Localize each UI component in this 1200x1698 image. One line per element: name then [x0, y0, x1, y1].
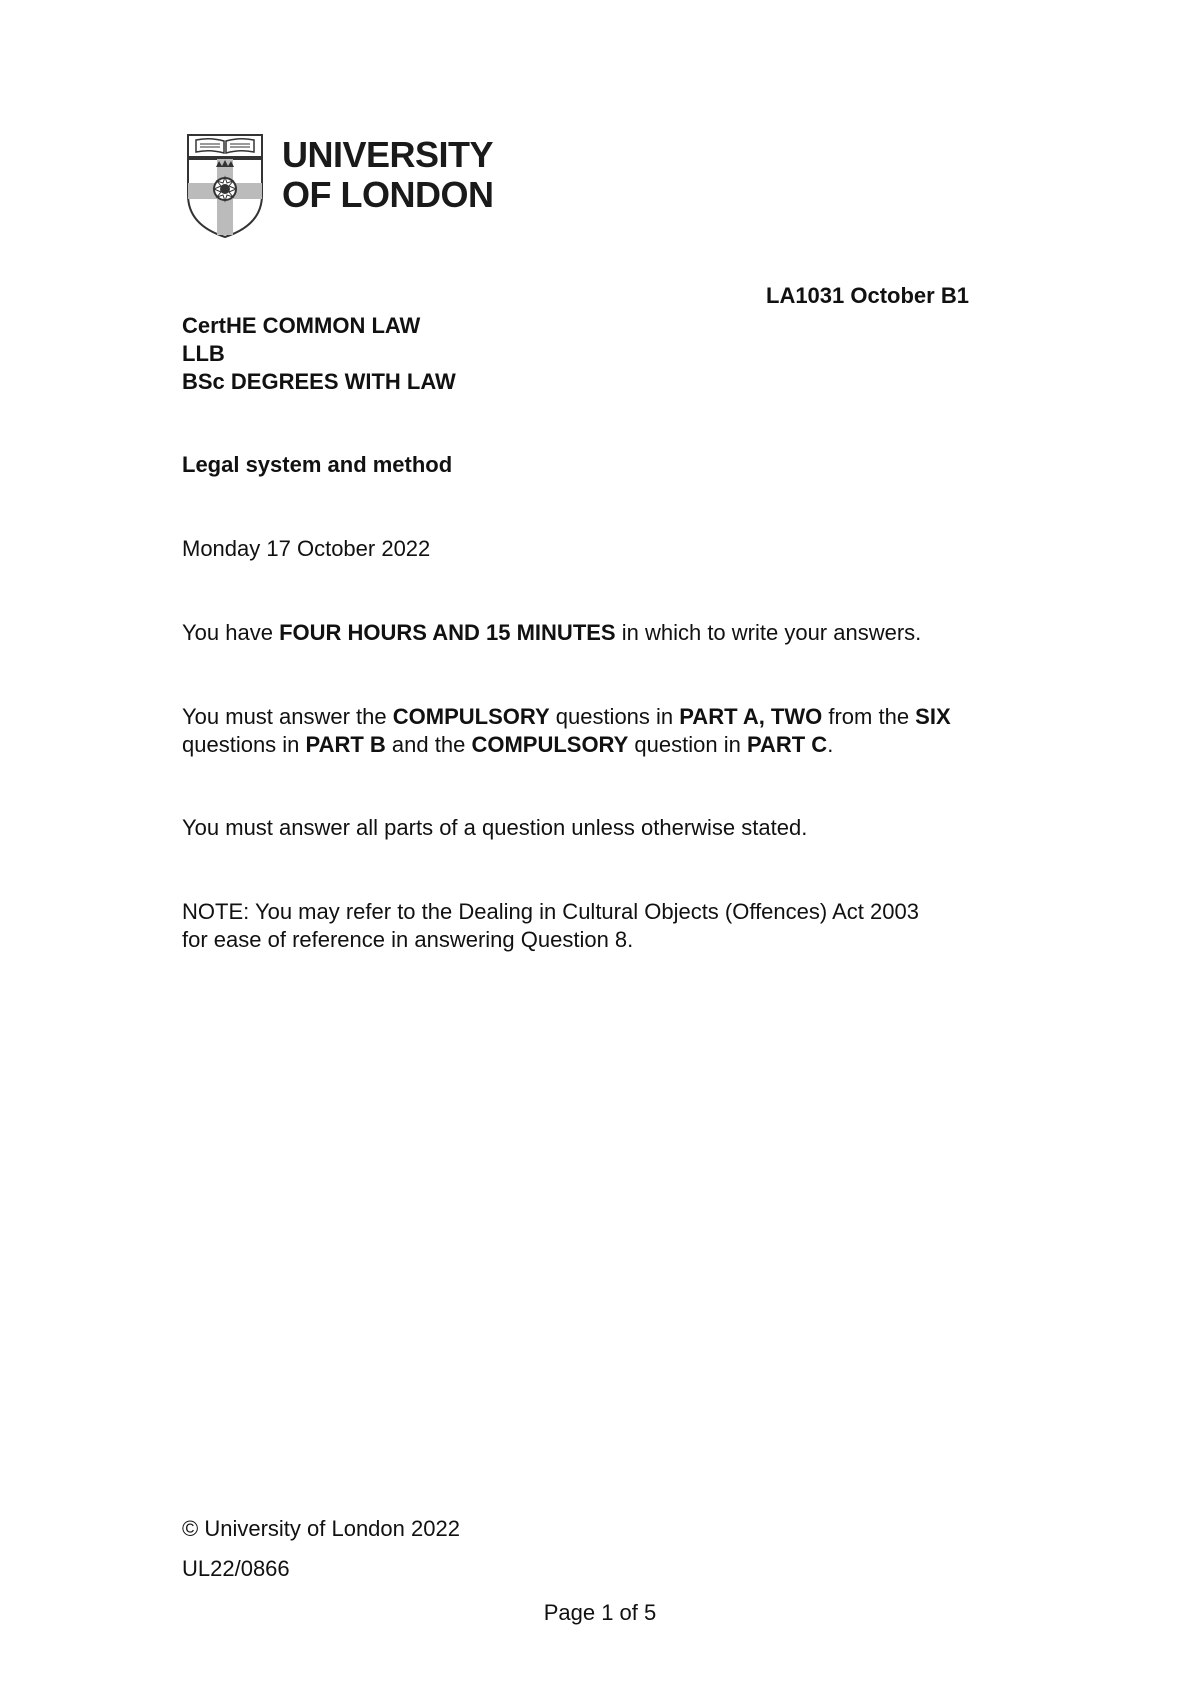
- logo-wordmark: [282, 135, 493, 215]
- time-instruction: [182, 620, 921, 646]
- text-segment: from the: [822, 704, 916, 729]
- programme-1: CertHE COMMON LAW: [182, 313, 421, 338]
- copyright-notice: © University of London 2022: [182, 1516, 460, 1541]
- text-segment: .: [827, 732, 834, 757]
- exam-date: Monday 17 October 2022: [182, 536, 431, 561]
- text-segment: in which to write your answers.: [615, 620, 922, 645]
- text-segment: You must answer the: [182, 704, 393, 729]
- bold-segment: COMPULSORY: [471, 732, 629, 757]
- document-code: UL22/0866: [182, 1556, 290, 1581]
- note-line-2: for ease of reference in answering Question 8.: [182, 927, 634, 952]
- page-number: Page 1 of 5: [543, 1600, 657, 1625]
- text-segment: and the: [385, 732, 472, 757]
- programme-3: BSc DEGREES WITH LAW: [182, 369, 456, 394]
- logo-line-2: OF LONDON: [282, 174, 494, 215]
- all-parts-instruction: You must answer all parts of a question unless otherwise stated.: [182, 815, 808, 840]
- crest-icon: [186, 133, 264, 239]
- text-segment: You have: [182, 620, 280, 645]
- logo-line-1: UNIVERSITY: [282, 134, 494, 175]
- bold-segment: SIX: [915, 704, 951, 729]
- text-segment: questions in: [549, 704, 680, 729]
- text-segment: question in: [628, 732, 747, 757]
- bold-segment: PART A, TWO: [679, 704, 823, 729]
- answer-instruction-line-1: [182, 704, 951, 730]
- answer-instruction-line-2: [182, 732, 833, 758]
- exam-subject: Legal system and method: [182, 452, 453, 477]
- bold-segment: FOUR HOURS AND 15 MINUTES: [279, 620, 616, 645]
- note-line-1: NOTE: You may refer to the Dealing in Cultural Objects (Offences) Act 2003: [182, 899, 919, 924]
- bold-segment: COMPULSORY: [392, 704, 550, 729]
- programme-2: LLB: [182, 341, 225, 366]
- text-segment: questions in: [182, 732, 306, 757]
- bold-segment: PART C: [746, 732, 828, 757]
- bold-segment: PART B: [305, 732, 386, 757]
- exam-code: LA1031 October B1: [766, 283, 969, 308]
- university-logo: [186, 133, 493, 239]
